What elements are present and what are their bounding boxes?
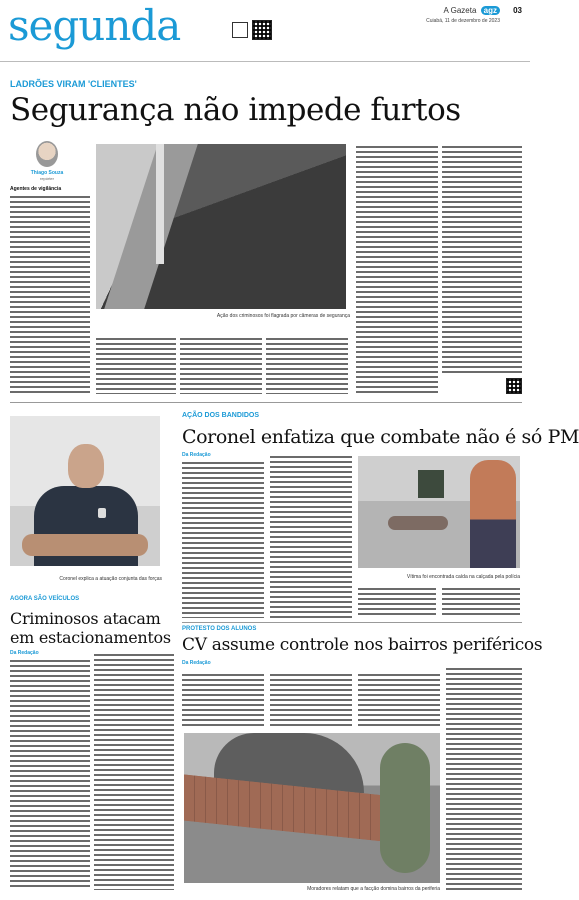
story1-column-5 [356,146,438,394]
author-name: Thiago Souza [30,170,64,176]
issue-date: Cuiabá, 11 de dezembro de 2023 [426,18,500,24]
qr-code-icon [252,20,272,40]
story4-kicker: PROTESTO DOS ALUNOS [182,626,257,632]
officer-photo-caption: Coronel explica a atuação conjunta das forças [59,576,162,582]
story2-credit: Da Redação [182,452,211,458]
section-title: segunda [8,1,181,50]
story3-column-2 [94,654,174,890]
story1-lead: Agentes de vigilância [10,186,62,192]
officer-photo [10,416,160,566]
story1-column-1 [10,196,90,394]
story3-credit: Da Redação [10,650,39,656]
crime-photo-caption: Vítima foi encontrada caída na calçada pela polícia [406,574,520,580]
story4-column-2 [270,674,352,726]
story4-column-3 [358,674,440,726]
story2-kicker: AÇÃO DOS BANDIDOS [182,412,260,419]
story4-column-1 [182,674,264,726]
story3-kicker: AGORA SÃO VEÍCULOS [10,596,80,602]
page-number: 03 [513,6,522,15]
paper-name [426,6,500,15]
story1-column-6 [442,146,522,376]
story2-column-4 [442,588,520,618]
paper-name-text: A Gazeta [443,6,477,15]
story2-column-3 [358,588,436,618]
section-divider [10,402,522,403]
masthead-promo [200,18,310,48]
story2-column-2 [270,456,352,618]
crime-scene-photo [358,456,520,568]
author-role: repórter [39,176,54,181]
story1-column-4 [266,338,348,394]
paper-logo-icon: agz [481,6,500,15]
masthead-right [426,6,500,24]
story3-headline: Criminosos atacam em estacionamentos [10,609,171,647]
story4-column-4 [446,668,522,890]
tablet-icon [232,22,248,38]
story4-photo-caption: Moradores relatam que a facção domina bairros da periferia [307,886,440,892]
story4-headline: CV assume controle nos bairros periféricos [182,635,543,655]
story1-column-2 [96,338,176,394]
story4-divider [182,622,522,623]
story1-photo [96,144,346,309]
story4-credit: Da Redação [182,660,211,666]
author-photo [36,141,58,167]
story3-column-1 [10,660,90,890]
masthead [0,0,530,62]
story1-kicker: LADRÕES VIRAM 'CLIENTES' [10,79,137,89]
story2-column-1 [182,462,264,618]
story2-headline: Coronel enfatiza que combate não é só PM [182,426,579,448]
story1-photo-caption: Ação dos criminosos foi flagrada por câmeras de segurança [216,313,350,319]
story1-column-3 [180,338,262,394]
story1-qr-code-icon [506,378,522,394]
story4-photo [184,733,440,883]
story1-headline: Segurança não impede furtos [10,92,461,128]
police-badge-icon [98,508,106,518]
